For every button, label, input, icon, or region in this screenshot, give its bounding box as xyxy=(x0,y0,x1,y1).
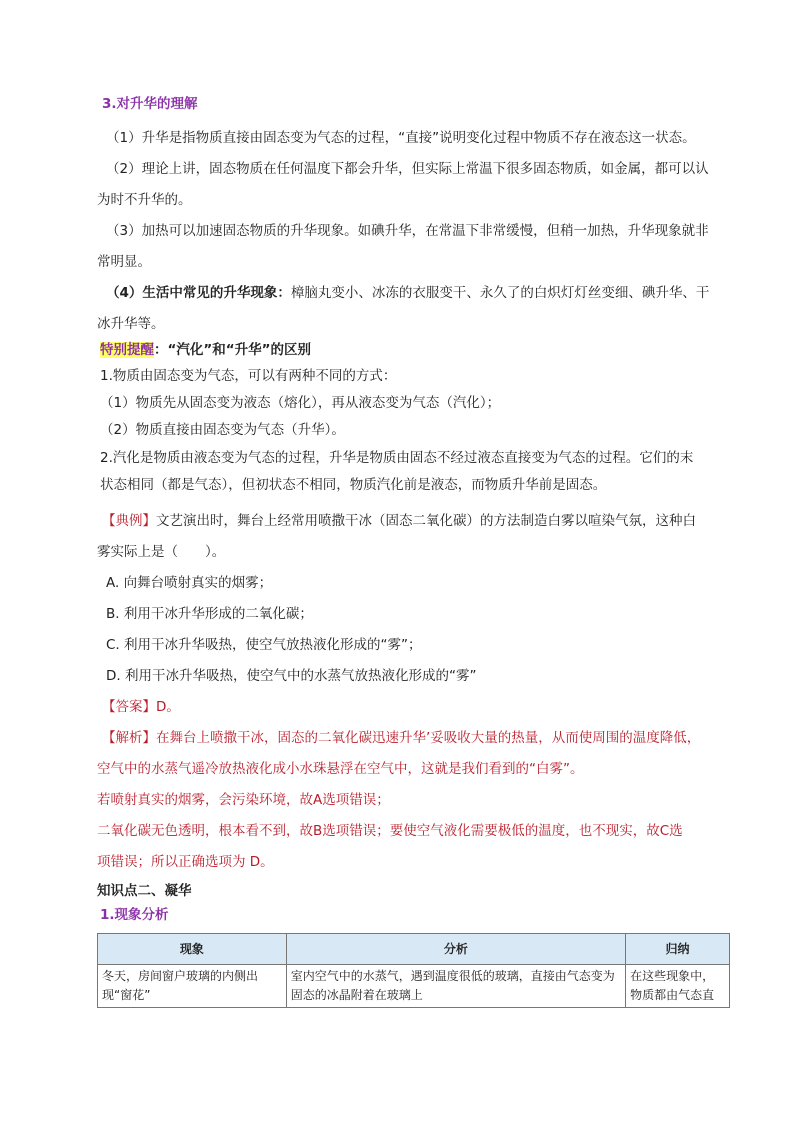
table-header: 分析 xyxy=(286,934,625,965)
para-4-label: （4）生活中常见的升华现象： xyxy=(106,285,291,301)
para-3a: （3）加热可以加速固态物质的升华现象。如碘升华，在常温下非常缓慢，但稍一加热，升华现象就非 xyxy=(106,223,709,239)
option-b: B. 利用干冰升华形成的二氧化碳； xyxy=(106,606,313,622)
example-question-2: 雾实际上是（ ）。 xyxy=(97,544,226,560)
tip-label: 特别提醒 xyxy=(100,342,154,358)
option-c: C. 利用干冰升华吸热，使空气放热液化形成的“雾”； xyxy=(106,637,422,653)
para-1: （1）升华是指物质直接由固态变为气态的过程，“直接”说明变化过程中物质不存在液态这一状态。 xyxy=(106,130,696,146)
example-q1-text: 文艺演出时，舞台上经常用喷撒干冰（固态二氧化碳）的方法制造白雾以喧染气氛，这种白 xyxy=(156,513,696,529)
analysis-2: 空气中的水蒸气遥冷放热液化成小水珠悬浮在空气中，这就是我们看到的“白雾”。 xyxy=(97,761,584,777)
tip-line-4b: 状态相同（都是气态），但初状态不相同，物质汽化前是液态，而物质升华前是固态。 xyxy=(100,477,607,493)
para-3b: 常明显。 xyxy=(97,254,151,270)
analysis-tag: 【解析】 xyxy=(102,730,156,746)
analysis-1 xyxy=(102,728,700,748)
analysis-4: 二氧化碳无色透明，根本看不到，故B选项错误；要使空气液化需要极低的温度，也不现实，故C选 xyxy=(97,823,683,839)
analysis-3: 若喷射真实的烟雾，会污染环境，故A选项错误； xyxy=(97,792,390,808)
para-2b: 为时不升华的。 xyxy=(97,192,192,208)
table-cell: 在这些现象中，物质都由气态直 xyxy=(626,965,730,1008)
section-3-title: 3.对升华的理解 xyxy=(102,96,198,112)
table-header-row xyxy=(98,934,730,965)
table-header: 归纳 xyxy=(626,934,730,965)
tip-line-4a: 2.汽化是物质由液态变为气态的过程，升华是物质由固态不经过液态直接变为气态的过程。它们的末 xyxy=(100,450,694,466)
option-d: D. 利用干冰升华吸热，使空气中的水蒸气放热液化形成的“雾” xyxy=(106,668,477,684)
knowledge-point-2-title: 知识点二、凝华 xyxy=(97,883,192,899)
para-4a xyxy=(106,283,709,303)
para-4b: 冰升华等。 xyxy=(97,316,165,332)
tip-line-1: 1.物质由固态变为气态，可以有两种不同的方式： xyxy=(100,368,397,384)
para-4-text: 樟脑丸变小、冰冻的衣服变干、永久了的白炽灯灯丝变细、碘升华、干 xyxy=(290,285,710,301)
analysis-5: 项错误；所以正确选项为 D。 xyxy=(97,854,274,870)
analysis-1-text: 在舞台上喷撒干冰，固态的二氧化碳迅速升华’妥吸收大量的热量，从而使周围的温度降低， xyxy=(156,730,701,746)
answer: 【答案】D。 xyxy=(102,699,180,715)
option-a: A. 向舞台喷射真实的烟雾； xyxy=(106,575,273,591)
tip-line-3: （2）物质直接由固态变为气态（升华）。 xyxy=(100,422,345,438)
table-header: 现象 xyxy=(98,934,287,965)
example-tag: 【典例】 xyxy=(102,513,156,529)
table-cell: 冬天，房间窗户玻璃的内侧出现“窗花” xyxy=(98,965,287,1008)
table-cell: 室内空气中的水蒸气，遇到温度很低的玻璃，直接由气态变为固态的冰晶附着在玻璃上 xyxy=(286,965,625,1008)
tip-title: ：“汽化”和“升华”的区别 xyxy=(154,342,311,358)
phenomenon-table xyxy=(97,933,730,1008)
example-question-1 xyxy=(102,511,696,531)
phenomenon-analysis-title: 1.现象分析 xyxy=(100,907,169,923)
tip-line-2: （1）物质先从固态变为液态（熔化），再从液态变为气态（汽化）； xyxy=(100,395,501,411)
tip-heading xyxy=(100,340,311,360)
para-2a: （2）理论上讲，固态物质在任何温度下都会升华，但实际上常温下很多固态物质，如金属，都可以认 xyxy=(106,161,709,177)
table-row xyxy=(98,965,730,1008)
